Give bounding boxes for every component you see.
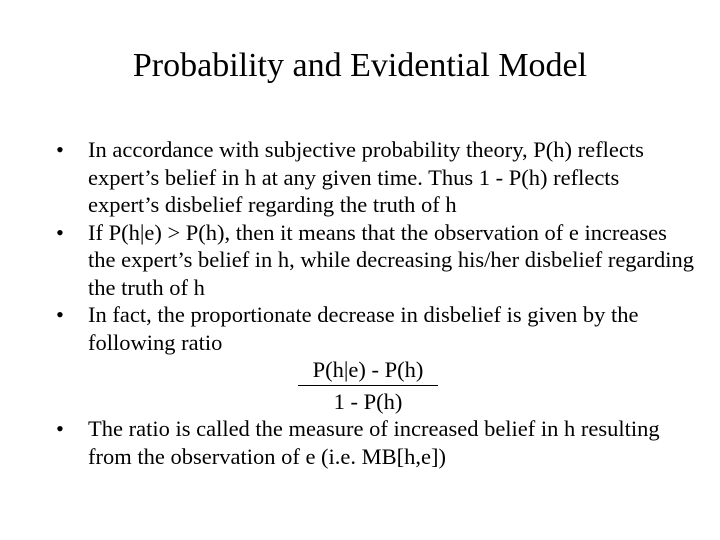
fraction-block — [298, 356, 438, 415]
bullet-text: The ratio is called the measure of increased belief in h resulting from the observation of e (i.e. MB[h,e]) — [88, 416, 660, 469]
slide-title: Probability and Evidential Model — [132, 47, 588, 84]
fraction-numerator: P(h|e) - P(h) — [298, 356, 438, 386]
bullet-marker: • — [56, 137, 64, 162]
bullet-marker: • — [56, 416, 64, 441]
bullet-marker: • — [56, 219, 64, 245]
bullet-text: In accordance with subjective probability theory, P(h) reflects expert’s belief in h at any given time. Thus 1 - P(h) reflects expert’s disbelief regarding the truth of h — [88, 137, 644, 217]
bullet-text: In fact, the proportionate decrease in disbelief is given by the following ratio — [88, 302, 639, 355]
bullet-text: If P(h|e) > P(h), then it means that the observation of e increases the expert’s belief in h, while decreasing his/her disbelief regarding the truth of h — [88, 219, 695, 300]
bullet-marker: • — [56, 302, 64, 327]
fraction-denominator: 1 - P(h) — [333, 388, 403, 414]
bullet-item — [56, 219, 696, 302]
bullet-item — [56, 136, 696, 219]
bullet-list — [56, 136, 696, 470]
bullet-item — [56, 301, 696, 356]
bullet-item — [56, 415, 696, 470]
ratio-fraction — [56, 356, 696, 415]
